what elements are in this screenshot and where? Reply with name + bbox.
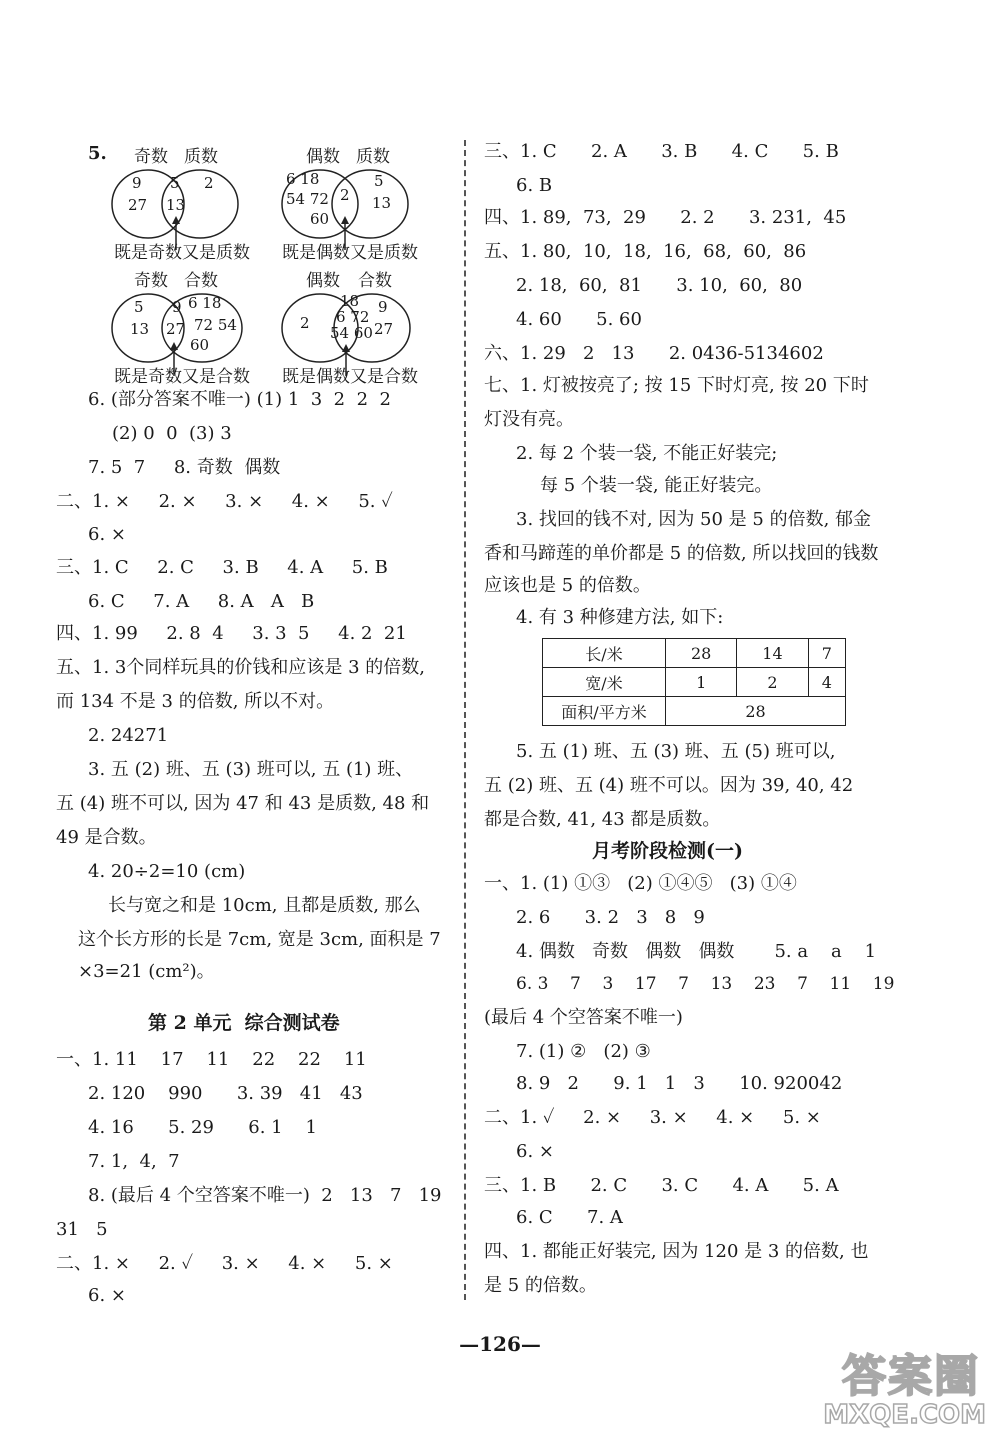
answer-line: 二、1. × 2. × 3. × 4. × 5. ✓ (56, 491, 393, 512)
answer-line: 二、1. ✓ 2. × 3. × 4. × 5. × (484, 1107, 821, 1128)
answer-line: 一、1. 11 17 11 22 22 11 (56, 1049, 367, 1070)
table-row (543, 697, 846, 726)
table-cell: 7 (808, 639, 845, 668)
venn-number: 6 18 (188, 294, 222, 312)
venn-number: 5 (134, 298, 144, 316)
answer-line: 二、1. × 2. ✓ 3. × 4. × 5. × (56, 1253, 393, 1274)
answer-line: 是 5 的倍数。 (484, 1275, 597, 1296)
answer-line: 五 (4) 班不可以, 因为 47 和 43 是质数, 48 和 (56, 793, 430, 814)
venn-number: 60 (190, 336, 210, 354)
page-number: —126— (459, 1332, 541, 1356)
answer-line: 长与宽之和是 10cm, 且都是质数, 那么 (108, 895, 421, 916)
answer-line: 三、1. C 2. A 3. B 4. C 5. B (484, 141, 839, 162)
answer-line: 2. 18, 60, 81 3. 10, 60, 80 (516, 275, 803, 296)
table-row-header: 宽/米 (543, 668, 666, 697)
answer-line: 6. × (516, 1141, 554, 1162)
answer-line: 7. 1, 4, 7 (88, 1151, 180, 1172)
answer-line: 2. 24271 (88, 725, 169, 746)
answer-line: 五、1. 80, 10, 18, 16, 68, 60, 86 (484, 241, 807, 262)
venn-number: 54 72 (286, 190, 329, 208)
answer-line: 6. C 7. A 8. A A B (88, 591, 315, 612)
venn-number: 2 (300, 314, 310, 332)
table-cell: 28 (666, 697, 846, 726)
answer-line: 4. 20÷2=10 (cm) (88, 861, 246, 882)
answer-line: 都是合数, 41, 43 都是质数。 (484, 809, 721, 830)
answer-line: 三、1. C 2. C 3. B 4. A 5. B (56, 557, 388, 578)
venn-caption: 既是奇数又是合数 (114, 367, 250, 387)
section-title-monthly-test: 月考阶段检测(一) (592, 840, 743, 862)
venn-right-label: 质数 (356, 147, 390, 167)
column-divider (464, 140, 466, 1300)
section-title-unit-2: 第 2 单元 综合测试卷 (148, 1012, 340, 1034)
venn-number: 6 18 (286, 170, 320, 188)
answer-line: 而 134 不是 3 的倍数, 所以不对。 (56, 691, 335, 712)
answer-line: 31 5 (56, 1219, 108, 1240)
venn-number: 18 (340, 292, 360, 310)
answer-line: ×3=21 (cm²)。 (78, 961, 215, 982)
answer-line: 2. 每 2 个装一袋, 不能正好装完; (516, 443, 778, 464)
answer-line: 6. B (516, 175, 553, 196)
answer-line: 5. 五 (1) 班、五 (3) 班、五 (5) 班可以, (516, 741, 836, 762)
venn-number: 27 (374, 320, 394, 338)
answer-line: 一、1. (1) ①③ (2) ①④⑤ (3) ①④ (484, 873, 797, 894)
answer-line: 每 5 个装一袋, 能正好装完。 (540, 475, 773, 496)
answer-line: 五 (2) 班、五 (4) 班不可以。因为 39, 40, 42 (484, 775, 854, 796)
venn-number: 13 (372, 194, 392, 212)
answer-line: 2. 6 3. 2 3 8 9 (516, 907, 705, 928)
answer-line: 8. (最后 4 个空答案不唯一) 2 13 7 19 (88, 1185, 442, 1206)
answer-line: 2. 120 990 3. 39 41 43 (88, 1083, 363, 1104)
watermark-text: 答案圈 (842, 1351, 980, 1402)
venn-number: 5 (374, 172, 384, 190)
answer-line: 49 是合数。 (56, 827, 157, 848)
answer-line: 六、1. 29 2 13 2. 0436-5134602 (484, 343, 824, 364)
answer-line: 6. (部分答案不唯一) (1) 1 3 2 2 2 (88, 389, 391, 410)
answer-line: 香和马蹄莲的单价都是 5 的倍数, 所以找回的钱数 (484, 543, 879, 564)
venn-left-label: 偶数 (306, 271, 340, 291)
answer-line: 四、1. 89, 73, 29 2. 2 3. 231, 45 (484, 207, 847, 228)
table-cell: 28 (666, 639, 737, 668)
answer-line: 三、1. B 2. C 3. C 4. A 5. A (484, 1175, 839, 1196)
venn-number: 60 (310, 210, 330, 228)
venn-number: 27 (128, 196, 148, 214)
answer-line: 四、1. 都能正好装完, 因为 120 是 3 的倍数, 也 (484, 1241, 869, 1262)
venn-number: 72 54 (194, 316, 237, 334)
venn-caption: 既是奇数又是质数 (114, 243, 250, 263)
answer-line: 这个长方形的长是 7cm, 宽是 3cm, 面积是 7 (78, 929, 441, 950)
answer-line: 四、1. 99 2. 8 4 3. 3 5 4. 2 21 (56, 623, 407, 644)
table-cell: 14 (737, 639, 808, 668)
answer-line: 4. 60 5. 60 (516, 309, 642, 330)
answer-line: 3. 五 (2) 班、五 (3) 班可以, 五 (1) 班、 (88, 759, 414, 780)
venn-number: 2 (204, 174, 214, 192)
venn-number: 2 (340, 186, 350, 204)
watermark-url: MXQE.COM (823, 1400, 986, 1430)
table-row-header: 长/米 (543, 639, 666, 668)
answer-line: 7. (1) ② (2) ③ (516, 1041, 651, 1062)
venn-caption: 既是偶数又是合数 (282, 367, 418, 387)
answer-line: 3. 找回的钱不对, 因为 50 是 5 的倍数, 郁金 (516, 509, 872, 530)
answer-line: 七、1. 灯被按亮了; 按 15 下时灯亮, 按 20 下时 (484, 375, 869, 396)
answer-line: 6. C 7. A (516, 1207, 623, 1228)
answer-line: 五、1. 3个同样玩具的价钱和应该是 3 的倍数, (56, 657, 425, 678)
table-cell: 4 (808, 668, 845, 697)
venn-right-label: 质数 (184, 147, 218, 167)
answer-line: 6. × (88, 524, 126, 545)
answer-line: 应该也是 5 的倍数。 (484, 575, 651, 596)
venn-right-label: 合数 (358, 271, 392, 291)
table-cell: 2 (737, 668, 808, 697)
question-5-number: 5. (88, 143, 107, 164)
venn-number: 13 (130, 320, 150, 338)
venn-number: 54 60 (330, 324, 373, 342)
answer-line: (最后 4 个空答案不唯一) (484, 1007, 683, 1028)
venn-right-label: 合数 (184, 271, 218, 291)
venn-number: 27 (166, 320, 186, 338)
venn-number: 13 (166, 196, 186, 214)
answer-line: (2) 0 0 (3) 3 (112, 423, 232, 444)
table-cell: 1 (666, 668, 737, 697)
venn-left-label: 偶数 (306, 147, 340, 167)
table-row-header: 面积/平方米 (543, 697, 666, 726)
answer-line: 4. 16 5. 29 6. 1 1 (88, 1117, 317, 1138)
venn-number: 6 72 (336, 308, 370, 326)
venn-number: 9 (132, 174, 142, 192)
answer-line: 6. 3 7 3 17 7 13 23 7 11 19 (516, 974, 895, 994)
venn-left-label: 奇数 (134, 147, 168, 167)
answer-line: 灯没有亮。 (484, 409, 574, 430)
venn-number: 9 (378, 298, 388, 316)
dimensions-table (542, 638, 846, 726)
table-row (543, 668, 846, 697)
table-row (543, 639, 846, 668)
venn-number: 5 (170, 174, 180, 192)
answer-line: 4. 偶数 奇数 偶数 偶数 5. a a 1 (516, 941, 877, 962)
venn-left-label: 奇数 (134, 271, 168, 291)
venn-caption: 既是偶数又是质数 (282, 243, 418, 263)
answer-line: 7. 5 7 8. 奇数 偶数 (88, 457, 281, 478)
watermark-logo (810, 1332, 1000, 1442)
answer-line: 4. 有 3 种修建方法, 如下: (516, 607, 724, 628)
answer-line: 6. × (88, 1285, 126, 1306)
answer-line: 8. 9 2 9. 1 1 3 10. 920042 (516, 1073, 843, 1094)
venn-number: 9 (172, 298, 182, 316)
